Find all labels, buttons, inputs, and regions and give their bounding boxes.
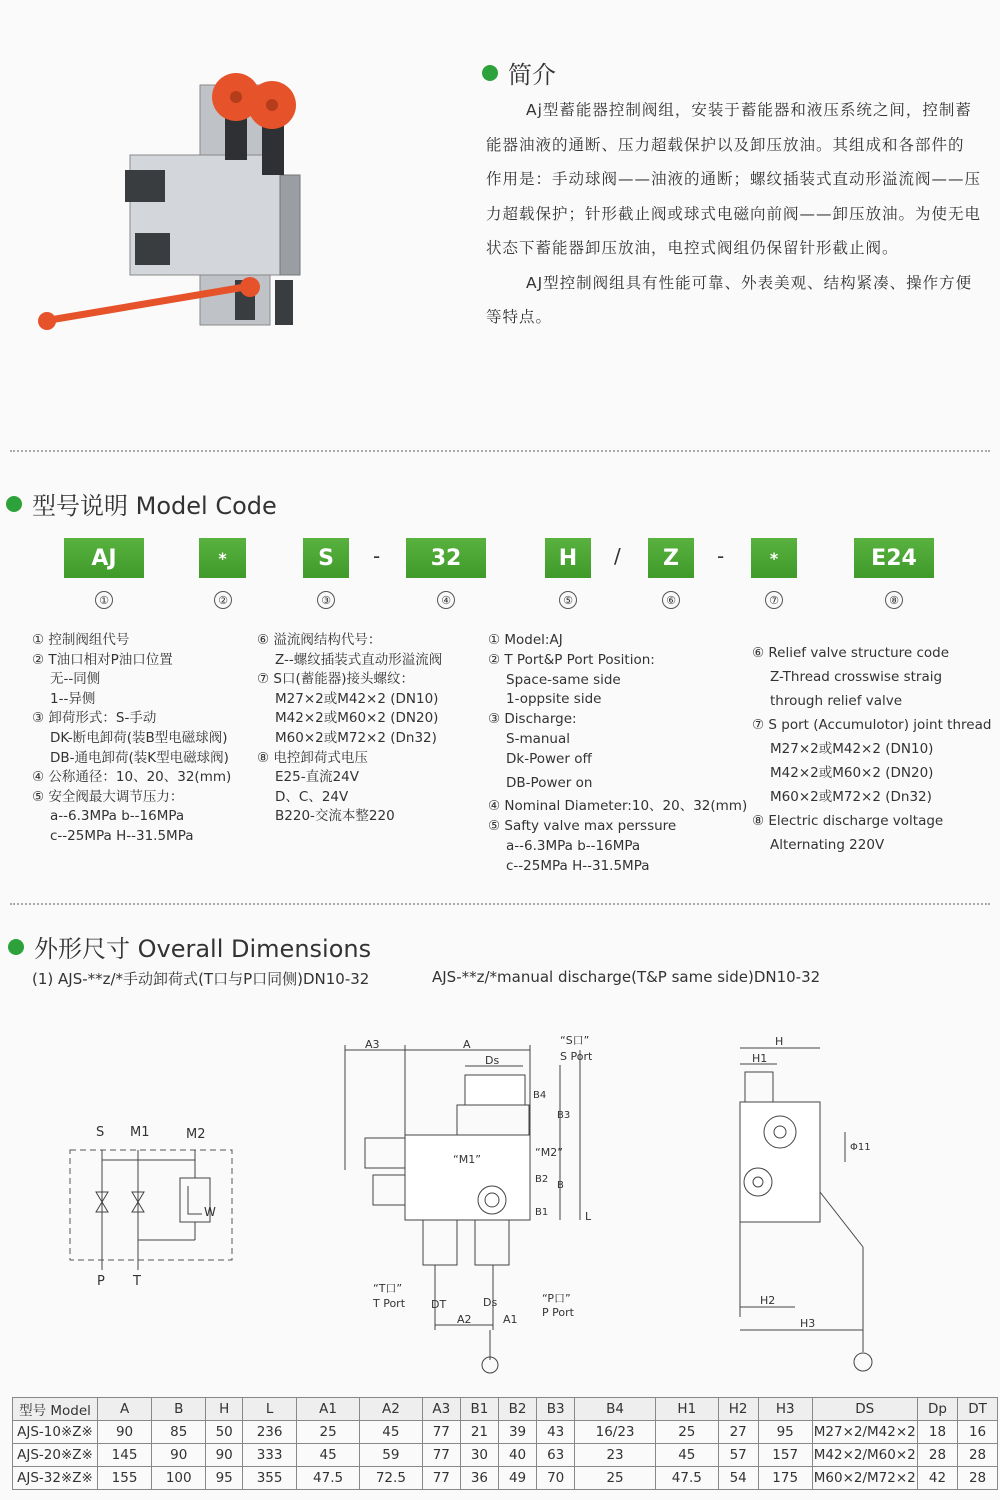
table-cell: 25 [297, 1421, 360, 1444]
table-cell: 27 [718, 1421, 758, 1444]
table-cell: 90 [152, 1444, 206, 1467]
code-desc: DB-Power on [506, 774, 593, 791]
intro-line: 状态下蓄能器卸压放油，电控式阀组仍保留针形截止阀。 [486, 239, 899, 257]
dimension-label: B2 [535, 1174, 549, 1185]
code-desc: DB-通电卸荷(装K型电磁球阀) [50, 749, 229, 766]
table-cell: 18 [917, 1421, 957, 1444]
table-cell: 16/23 [575, 1421, 656, 1444]
intro-heading [482, 55, 556, 90]
model-code-cn-right [257, 631, 442, 827]
code-separator: - [373, 544, 381, 568]
table-header: DT [958, 1398, 998, 1421]
dimension-label: B1 [535, 1207, 549, 1218]
table-cell: 77 [422, 1467, 460, 1490]
table-cell: 100 [152, 1467, 206, 1490]
table-cell: 333 [243, 1444, 297, 1467]
dimensions-subtitle-en: AJS-**z/*manual discharge(T&P same side)DN10-32 [432, 968, 821, 986]
code-desc: D、C、24V [275, 788, 349, 805]
dimension-label: B4 [533, 1090, 547, 1101]
table-cell: 355 [243, 1467, 297, 1490]
schematic-label: T [133, 1274, 141, 1289]
table-cell: 45 [655, 1444, 718, 1467]
code-box: Z [648, 538, 694, 578]
table-cell: 25 [575, 1467, 656, 1490]
table-header: B1 [460, 1398, 498, 1421]
code-desc: ⑧ 电控卸荷式电压 [257, 749, 368, 766]
code-number: ② [214, 591, 232, 609]
dimensions-title: 外形尺寸 Overall Dimensions [34, 935, 372, 963]
code-desc: ③ Discharge: [488, 711, 577, 728]
table-cell: 43 [537, 1421, 575, 1444]
table-cell: 39 [498, 1421, 536, 1444]
model-code-heading [6, 486, 277, 521]
code-desc: Alternating 220V [770, 837, 885, 853]
dimension-label: P Port [542, 1306, 574, 1319]
side-view-drawing [725, 1032, 900, 1382]
code-desc: ⑥ 溢流阀结构代号： [257, 632, 382, 648]
code-desc: through relief valve [770, 693, 903, 709]
model-code-title: 型号说明 Model Code [32, 492, 277, 520]
code-desc: M27×2或M42×2 (DN10) [770, 741, 934, 757]
table-cell: 95 [206, 1467, 243, 1490]
code-desc: ⑥ Relief valve structure code [752, 645, 950, 661]
product-photo [30, 55, 330, 345]
dimensions-heading [8, 929, 371, 964]
green-bullet-icon [6, 496, 22, 512]
table-cell: 77 [422, 1421, 460, 1444]
code-desc: Space-same side [506, 671, 621, 688]
code-desc: ② T Port&P Port Position: [488, 651, 655, 668]
table-header: B [152, 1398, 206, 1421]
green-bullet-icon [482, 65, 498, 81]
table-cell: M27×2/M42×2 [812, 1421, 917, 1444]
green-bullet-icon [8, 939, 24, 955]
dimension-label: “S口” [560, 1034, 590, 1047]
table-cell: 47.5 [297, 1467, 360, 1490]
dimension-label: A3 [365, 1038, 380, 1051]
table-header-row [13, 1398, 998, 1421]
intro-line: 力超载保护；针形截止阀或球式电磁向前阀——卸压放油。为使无电 [486, 204, 982, 223]
code-desc: ⑦ S port (Accumulotor) joint thread [752, 717, 992, 733]
code-desc: ① Model:AJ [488, 632, 563, 648]
table-cell: 28 [958, 1444, 998, 1467]
code-number: ④ [437, 591, 455, 609]
table-cell: 23 [575, 1444, 656, 1467]
schematic-label: P [97, 1274, 105, 1289]
code-separator: / [614, 544, 621, 568]
model-code-en-right [752, 641, 991, 857]
code-desc: ⑤ Safty valve max perssure [488, 818, 677, 835]
code-desc: a--6.3MPa b--16MPa [506, 837, 641, 854]
dimension-label: A [463, 1038, 471, 1051]
table-row [13, 1421, 998, 1444]
table-cell: 25 [655, 1421, 718, 1444]
table-cell: 49 [498, 1467, 536, 1490]
table-row [13, 1467, 998, 1490]
code-number: ⑤ [559, 591, 577, 609]
table-cell: 70 [537, 1467, 575, 1490]
code-desc: ③ 卸荷形式：S-手动 [32, 710, 157, 727]
table-header: A1 [297, 1398, 360, 1421]
dimension-label: H [775, 1035, 784, 1048]
code-separator: - [717, 544, 725, 568]
code-box: 32 [406, 538, 486, 578]
dimension-label: Ds [483, 1296, 498, 1309]
table-header: H2 [718, 1398, 758, 1421]
intro-line: 能器油液的通断、压力超载保护以及卸压放油。其组成和各部件的 [486, 135, 965, 154]
hydraulic-schematic [60, 1120, 250, 1290]
dimension-label: Ds [485, 1054, 500, 1067]
schematic-label: M1 [130, 1125, 150, 1140]
code-box: * [751, 538, 797, 578]
intro-text [486, 93, 991, 335]
dimensions-table [12, 1397, 998, 1490]
code-box: AJ [64, 538, 144, 578]
code-number: ⑦ [765, 591, 783, 609]
dimensions-subtitle-cn: (1) AJS-**z/*手动卸荷式(T口与P口同侧)DN10-32 [32, 970, 370, 988]
code-desc: 1--异侧 [50, 690, 96, 707]
dimension-label: DT [431, 1298, 447, 1311]
code-desc: ① 控制阀组代号 [32, 632, 130, 648]
dimension-label: H1 [752, 1052, 768, 1065]
divider [10, 450, 990, 452]
code-desc: M42×2或M60×2 (DN20) [275, 710, 439, 727]
code-number: ⑧ [885, 591, 903, 609]
table-cell: 40 [498, 1444, 536, 1467]
dimension-label: H3 [800, 1317, 816, 1330]
code-box: * [199, 538, 246, 578]
code-number: ① [95, 591, 113, 609]
dimension-label: “T口” [373, 1282, 403, 1295]
table-cell: 95 [758, 1421, 812, 1444]
intro-line: 等特点。 [486, 308, 553, 326]
table-header: B2 [498, 1398, 536, 1421]
dimension-label: L [585, 1210, 592, 1223]
table-cell: 236 [243, 1421, 297, 1444]
code-desc: M42×2或M60×2 (DN20) [770, 765, 934, 781]
table-cell: 157 [758, 1444, 812, 1467]
dimension-label: H2 [760, 1294, 776, 1307]
intro-line: 作用是：手动球阀——油液的通断；螺纹插装式直动形溢流阀——压 [486, 170, 982, 188]
table-cell: 77 [422, 1444, 460, 1467]
table-cell: 30 [460, 1444, 498, 1467]
front-view-drawing [335, 1030, 605, 1380]
dimension-label: S Port [560, 1050, 593, 1063]
table-cell: 16 [958, 1421, 998, 1444]
table-cell: M42×2/M60×2 [812, 1444, 917, 1467]
dimension-label: A1 [503, 1313, 518, 1326]
table-cell: 50 [206, 1421, 243, 1444]
table-cell: M60×2/M72×2 [812, 1467, 917, 1490]
dimension-label: “M1” [453, 1153, 481, 1166]
code-desc: ② T油口相对P油口位置 [32, 651, 173, 668]
dimension-label: “P口” [542, 1292, 571, 1305]
table-cell: 63 [537, 1444, 575, 1467]
table-cell: 155 [98, 1467, 152, 1490]
code-desc: 1-oppsite side [506, 691, 602, 708]
code-desc: M60×2或M72×2 (Dn32) [275, 729, 437, 746]
table-cell: 85 [152, 1421, 206, 1444]
dimension-label: B3 [557, 1110, 571, 1121]
table-cell: 45 [297, 1444, 360, 1467]
table-header: Dp [917, 1398, 957, 1421]
code-desc: Dk-Power off [506, 750, 592, 767]
code-desc: ⑧ Electric discharge voltage [752, 813, 944, 829]
table-header: 型号 Model [13, 1398, 98, 1421]
table-cell: 47.5 [655, 1467, 718, 1490]
code-number: ③ [317, 591, 335, 609]
table-cell: 36 [460, 1467, 498, 1490]
table-header: H [206, 1398, 243, 1421]
table-cell: 54 [718, 1467, 758, 1490]
code-desc: Z-Thread crosswise straig [770, 669, 943, 685]
schematic-label: W [204, 1205, 216, 1219]
intro-line: AJ型控制阀组具有性能可靠、外表美观、结构紧凑、操作方便 [526, 273, 973, 292]
table-cell: 90 [98, 1421, 152, 1444]
dimension-label: Φ11 [850, 1142, 871, 1153]
table-row [13, 1444, 998, 1467]
table-cell: AJS-20※Z※ [13, 1444, 98, 1467]
divider [10, 903, 990, 905]
model-code-cn-left [32, 631, 231, 847]
table-cell: AJS-32※Z※ [13, 1467, 98, 1490]
code-desc: ⑦ S口(蓄能器)接头螺纹： [257, 671, 414, 688]
code-desc: 无--同侧 [50, 671, 101, 688]
table-cell: 59 [359, 1444, 422, 1467]
model-code-en-left [488, 631, 747, 877]
code-box: E24 [854, 538, 934, 578]
intro-title: 简介 [508, 61, 556, 89]
table-cell: AJS-10※Z※ [13, 1421, 98, 1444]
table-cell: 175 [758, 1467, 812, 1490]
table-cell: 21 [460, 1421, 498, 1444]
code-box: S [303, 538, 349, 578]
code-desc: ④ Nominal Diameter:10、20、32(mm) [488, 798, 748, 815]
table-cell: 28 [958, 1467, 998, 1490]
schematic-label: S [96, 1125, 105, 1140]
table-header: A2 [359, 1398, 422, 1421]
dimension-label: T Port [373, 1297, 406, 1310]
code-desc: S-manual [506, 730, 570, 747]
code-desc: M27×2或M42×2 (DN10) [275, 690, 439, 707]
table-header: B3 [537, 1398, 575, 1421]
table-header: H1 [655, 1398, 718, 1421]
code-desc: ⑤ 安全阀最大调节压力： [32, 788, 184, 805]
table-header: DS [812, 1398, 917, 1421]
code-desc: a--6.3MPa b--16MPa [50, 808, 185, 825]
table-cell: 145 [98, 1444, 152, 1467]
table-header: A3 [422, 1398, 460, 1421]
table-header: B4 [575, 1398, 656, 1421]
code-desc: E25-直流24V [275, 769, 359, 786]
table-header: L [243, 1398, 297, 1421]
code-box: H [545, 538, 591, 578]
table-cell: 72.5 [359, 1467, 422, 1490]
table-cell: 57 [718, 1444, 758, 1467]
code-desc: M60×2或M72×2 (Dn32) [770, 789, 932, 805]
table-cell: 90 [206, 1444, 243, 1467]
dimension-label: B [557, 1180, 564, 1191]
code-desc: DK-断电卸荷(装B型电磁球阀) [50, 729, 228, 746]
table-header: A [98, 1398, 152, 1421]
code-number: ⑥ [662, 591, 680, 609]
table-cell: 28 [917, 1444, 957, 1467]
code-desc: Z--螺纹插装式直动形溢流阀 [275, 651, 443, 668]
code-desc: ④ 公称通径：10、20、32(mm) [32, 769, 232, 786]
schematic-label: M2 [186, 1127, 206, 1142]
code-desc: c--25MPa H--31.5MPa [506, 857, 650, 874]
code-desc: c--25MPa H--31.5MPa [50, 827, 194, 844]
table-header: H3 [758, 1398, 812, 1421]
dimension-label: “M2” [535, 1146, 563, 1159]
code-desc: B220-交流本整220 [275, 808, 395, 825]
table-cell: 45 [359, 1421, 422, 1444]
intro-line: Aj型蓄能器控制阀组，安装于蓄能器和液压系统之间，控制蓄 [526, 101, 972, 119]
table-cell: 42 [917, 1467, 957, 1490]
dimension-label: A2 [457, 1313, 472, 1326]
